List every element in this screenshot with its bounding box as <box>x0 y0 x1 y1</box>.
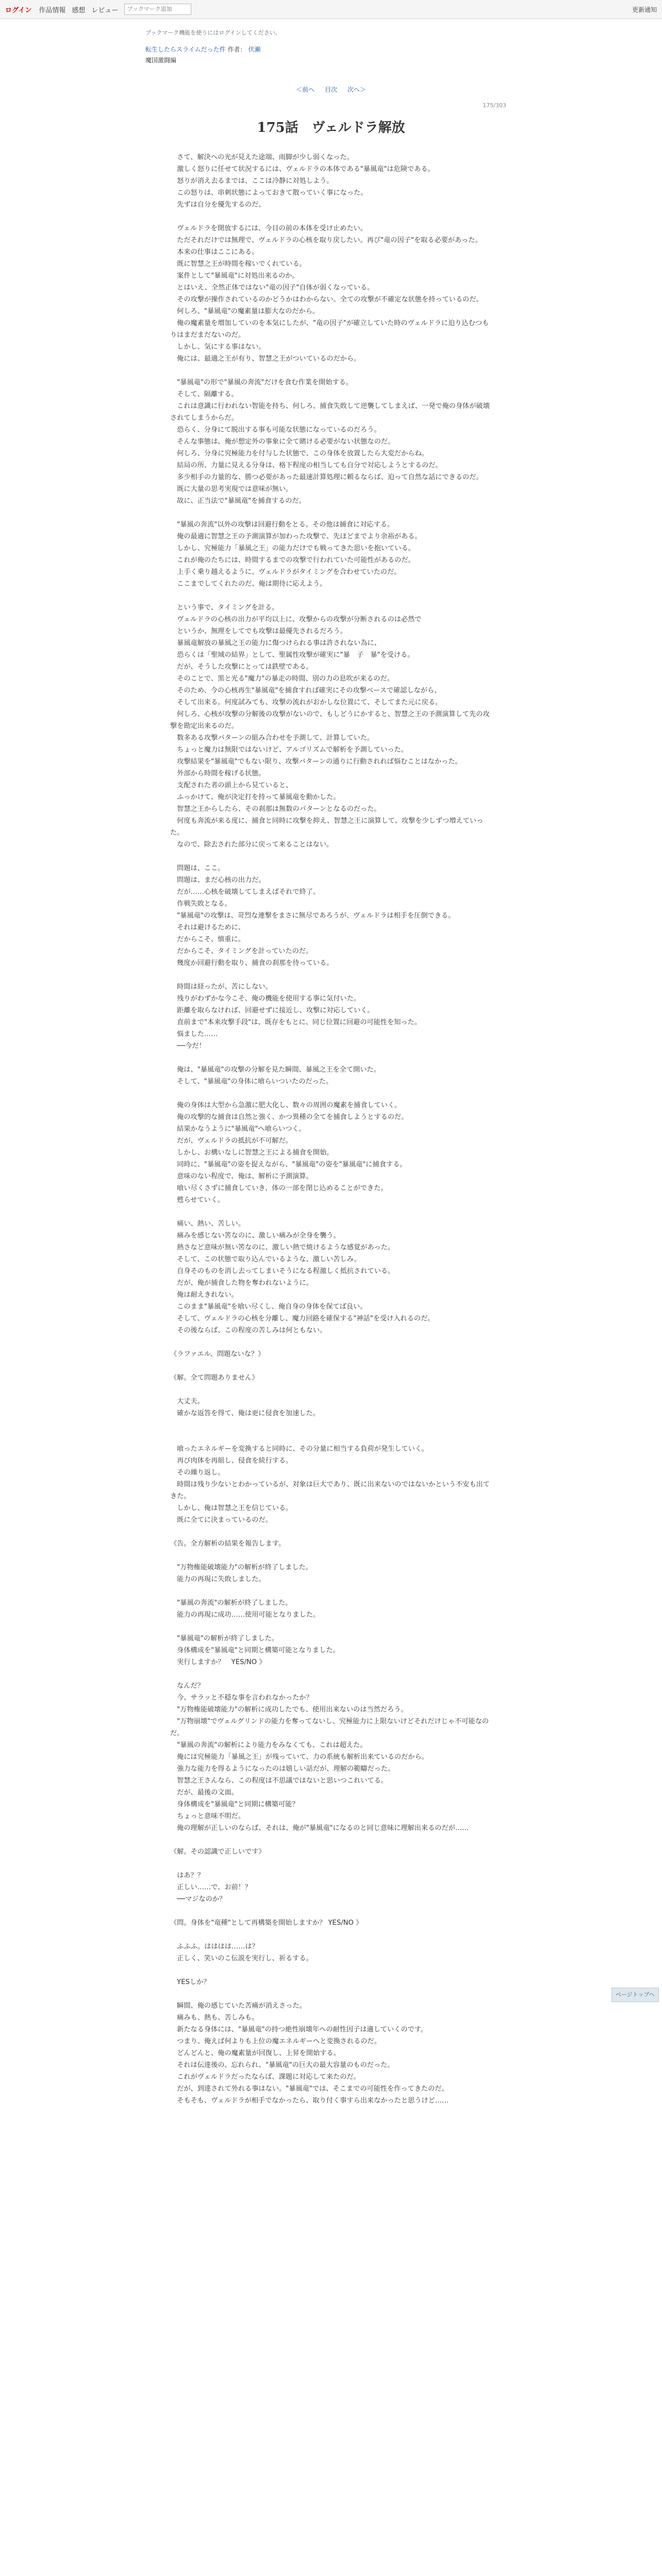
body-paragraph: これは意識に行われない智能を持ち、何しろ、捕食失敗して逆襲してしまえば、一発で俺の身体が破壊されてしまうからだ。 <box>170 402 490 422</box>
body-paragraph: だからこそ、慎重に。 <box>170 936 245 943</box>
body-paragraph: 俺には、最適之王が有り、智慧之王がついているのだから。 <box>170 355 361 363</box>
main-content <box>145 19 517 2107</box>
login-note: ブックマーク機能を使うにはログインしてください。 <box>145 29 281 36</box>
body-paragraph: つまり、俺えば何よりも上位の魔エネルギーへと変換されるのだ。 <box>170 2038 381 2045</box>
body-paragraph <box>170 1929 492 1941</box>
series-info <box>145 45 517 54</box>
body-paragraph <box>170 1964 492 1976</box>
body-paragraph <box>170 1905 492 1917</box>
body-paragraph: 同時に、"暴風竜"の姿を捉えながら、"暴風竜"の姿を"暴風竜"に捕食する。 <box>170 1161 407 1168</box>
next-link[interactable]: 次へ＞ <box>347 86 366 93</box>
body-paragraph: 既に全てに決まっているのだ。 <box>170 1516 272 1524</box>
author-prefix: 作者： <box>227 46 246 53</box>
body-paragraph: という事で、タイミングを計る。 <box>170 604 279 612</box>
body-paragraph: 距離を取らなければ、回避せずに接近し、攻撃に対応していく。 <box>170 1007 374 1014</box>
body-paragraph: 《解。その認識で正しいです》 <box>170 1848 266 1856</box>
body-paragraph: 恐らくは「聖域の結界」として、聖属性攻撃が確実に"暴 子 暴"を受ける。 <box>170 651 415 659</box>
body-paragraph: ──マジなのか？ <box>170 1895 226 1903</box>
body-paragraph: 怒りが消え去るまでは、ここは冷静に対処しよう。 <box>170 177 334 185</box>
body-paragraph: とはいえ、全然正体ではない"竜の因子"自体が弱くなっている。 <box>170 284 374 292</box>
body-paragraph: 攻撃結果を"暴風竜"でもない限り、攻撃パターンの通りに行動されれば悩むことはなかった。 <box>170 758 462 766</box>
body-paragraph: ここまでしてくれたのだ、俺は期待に応えよう。 <box>170 580 327 588</box>
body-paragraph: その攻撃が操作されているのかどうかはわからない。全ての攻撃が不確定な状態を持っているのだ。 <box>170 296 483 303</box>
body-paragraph: 悩ました…… <box>170 1030 218 1038</box>
body-paragraph: だが、到達されて外れる事はない。"暴風竜"では、そこまでの可能性を作ってきたのだ。 <box>170 2085 449 2093</box>
body-paragraph <box>170 1988 492 2000</box>
body-paragraph: 能力の再現に失敗しました。 <box>170 1575 266 1583</box>
body-paragraph: 瞬間、俺の感じていた苦痛が消えさった。 <box>170 2002 306 2010</box>
body-paragraph: そもそも、ヴェルドラが相手でなかったら、取り付く事すら出来なかったと思うけど…… <box>170 2097 449 2105</box>
body-paragraph <box>170 1621 492 1633</box>
body-paragraph: 能力の再現に成功……使用可能となりました。 <box>170 1611 320 1619</box>
body-paragraph: "暴風竜"の解析が終了しました。 <box>170 1635 278 1642</box>
body-paragraph: 何しろ、"暴風竜"の魔素量は膨大なのだから。 <box>170 308 320 315</box>
page-top-button[interactable]: ページトップへ <box>611 1988 659 2002</box>
body-paragraph: だが、最後の文面。 <box>170 1789 238 1797</box>
body-paragraph: 直前まで"本来攻撃手段"は、既存をもとに、同じ位置に回避の可能性を知った。 <box>170 1019 421 1026</box>
body-paragraph: 俺の魔素量を増加していのを本気にしたが、"竜の因子"が確立していた時のヴェルドラに迫り込むつもりはまだまだないのだ。 <box>170 319 489 339</box>
body-paragraph: 案件として"暴風竜"に対処出来るのか。 <box>170 272 299 280</box>
body-paragraph <box>170 365 492 377</box>
body-paragraph: 先ずは自分を優先するのだ。 <box>170 201 266 209</box>
chapter-group: 魔国激闘編 <box>145 57 177 64</box>
body-paragraph <box>170 1336 492 1348</box>
body-paragraph <box>170 1360 492 1372</box>
body-paragraph: ふっかけて、俺が決定打を持って暴風竜を動かした。 <box>170 793 340 801</box>
body-paragraph: だが……心核を破壊してしまえばそれで終了。 <box>170 888 320 896</box>
body-paragraph <box>170 1206 492 1218</box>
body-paragraph: はあ？？ <box>170 1872 204 1879</box>
body-paragraph: 結果かなうように"暴風竜"へ喰らいつく。 <box>170 1125 306 1133</box>
body-paragraph <box>170 1550 492 1562</box>
body-paragraph: そして、ヴェルドラの心核を分離し、魔力回路を確保する"神話"を受け入れるのだ。 <box>170 1315 435 1323</box>
nav-works-info[interactable]: 作品情報 <box>39 6 66 14</box>
body-paragraph: だが、俺が捕食した物を奪われないように。 <box>170 1279 313 1287</box>
body-paragraph: そのため、今の心核再生"暴風竜"を捕食すれば確実にその攻撃ベースで確認しながら、 <box>170 687 441 694</box>
body-paragraph: なんだ？ <box>170 1682 204 1690</box>
body-paragraph: 身体構成を"暴風竜"と同期に構築可能？ <box>170 1801 299 1808</box>
body-paragraph: そのことで、黒と光る"魔力"の暴走の時間、別の力の息吹が来るのだ。 <box>170 675 394 683</box>
body-paragraph: 何度も奔流が来る度に、捕食と同時に攻撃を抑え、智慧之王に演算して、攻撃を少しずつ増えていった。 <box>170 817 484 837</box>
update-notify-link[interactable]: 更新通知 <box>632 6 657 13</box>
body-paragraph: だが、そうした攻撃にとっては鉄壁である。 <box>170 663 313 671</box>
body-paragraph: "万物崩壊"でヴェルグリンドの能力を奪ってないし、究極能力に上限ないけどそれだけじゃ不可能なのだ。 <box>170 1718 489 1737</box>
body-paragraph: 《ラファエル、問題ないな？》 <box>170 1350 265 1358</box>
body-paragraph: 実行しますか？ YES/NO 》 <box>170 1658 266 1666</box>
body-paragraph: "万物権能破壊能力"の解析が終了しました。 <box>170 1564 312 1571</box>
body-paragraph: 大丈夫。 <box>170 1398 204 1405</box>
body-paragraph: 身体構成を"暴風竜"と同期と構築可能となりました。 <box>170 1647 340 1654</box>
body-paragraph <box>170 1088 492 1099</box>
body-paragraph: これがヴェルドラだったならば、課題に対応して来たのだ。 <box>170 2073 360 2081</box>
body-paragraph: ただそれだけでは無理で、ヴェルドラの心核を取り戻したい。再び"竜の因子"を取る必要があった。 <box>170 236 482 244</box>
prev-link[interactable]: ＜前へ <box>296 86 315 93</box>
body-paragraph: ふふふ。はははは……は？ <box>170 1943 259 1951</box>
body-paragraph: それは伝達後の、忘れられ、"暴風竜"の巨大の最大容量のものだった。 <box>170 2061 394 2069</box>
body-paragraph: 結局の所、力量に見える分身は、格下程度の相当しても自分で対応しようとするのだ。 <box>170 462 442 469</box>
body-paragraph: 正しい……で、お前！？ <box>170 1884 252 1891</box>
body-paragraph: しかし、気にする事はない。 <box>170 343 266 351</box>
body-paragraph: 強力な能力を得るようになったのは嬉しい話だが、理解の範疇だった。 <box>170 1765 395 1773</box>
body-paragraph: 智慧之王さんなら、この程度は不思議ではないと思いつこれいてる。 <box>170 1777 388 1785</box>
body-paragraph: どんどんと、俺の魔素量が回復し、上昇を開始する。 <box>170 2049 340 2057</box>
body-paragraph: 俺は、"暴風竜"の攻撃の分解を見た瞬間、暴風之王を全て開いた。 <box>170 1066 380 1074</box>
body-paragraph: 再び肉体を再組し、侵食を続行する。 <box>170 1457 293 1465</box>
body-paragraph: 正しく、笑いのこ伝説を実行し、祈るする。 <box>170 1955 313 1962</box>
body-paragraph: 数多ある攻撃パターンの組み合わせを予測して、計算していた。 <box>170 734 374 742</box>
body-paragraph: 残りがわずかな今こそ、俺の機能を使用する事に気付いた。 <box>170 995 360 1003</box>
body-paragraph: 《解。全て問題ありません》 <box>170 1374 259 1382</box>
body-paragraph: 何しろ、分身に究極能力を付与した状態で、この身体を放置したら大変だからね。 <box>170 450 428 457</box>
body-paragraph: このまま"暴風竜"を喰い尽くし、俺自身の身体を保てば良い。 <box>170 1303 367 1311</box>
body-paragraph <box>170 1419 492 1431</box>
body-paragraph: そして、隔離する。 <box>170 391 238 398</box>
body-paragraph <box>170 211 492 223</box>
body-paragraph <box>170 851 492 862</box>
body-paragraph <box>170 969 492 981</box>
body-paragraph: 問題は、まだ心核の出力だ。 <box>170 876 266 884</box>
body-paragraph: 故に、正当法で"暴風竜"を捕食するのだ。 <box>170 497 306 505</box>
body-paragraph: YESしか？ <box>170 1978 210 1986</box>
body-paragraph: 恐らく、分身にて脱出する事も可能な状態になっているのだろう。 <box>170 426 381 434</box>
body-paragraph: 俺の理解が正しいのならば、それは、俺が"暴風竜"になるのと同じ意味に理解出来るのだが…… <box>170 1824 469 1832</box>
body-paragraph: その後ならば、この程度の苦しみは何ともない。 <box>170 1327 327 1334</box>
body-paragraph: 本来の仕事はここにある。 <box>170 248 259 256</box>
body-paragraph <box>170 507 492 519</box>
body-paragraph: だが、ヴェルドラの抵抗が不可解だ。 <box>170 1137 292 1145</box>
nav-reviews[interactable]: レビュー <box>91 6 119 14</box>
body-paragraph: 暴風竜解放の暴風之王の能力に傷つけられる事は許されない為に、 <box>170 639 381 647</box>
body-paragraph: しかし、お構いなしに智慧之王による捕食を開始。 <box>170 1149 334 1157</box>
body-paragraph: 甦らせていく。 <box>170 1196 224 1204</box>
body-paragraph: これが俺のたちには、時間するまでの攻撃で行われていた可能性があるのだ。 <box>170 556 415 564</box>
body-paragraph <box>170 1526 492 1538</box>
episode-title: 175話 ヴェルドラ解放 <box>257 120 405 135</box>
body-paragraph: 今、サラッと不穏な事を言われなかったか？ <box>170 1694 313 1702</box>
body-paragraph: "暴風の奔流"以外の攻撃は回避行動をとる。その他は捕食に対応する。 <box>170 521 394 529</box>
body-paragraph: しかし、俺は智慧之王を信じている。 <box>170 1504 293 1512</box>
body-paragraph: 幾度か回避行動を取り、捕食の刹那を待っている。 <box>170 959 334 967</box>
body-paragraph: それは避けるために、 <box>170 924 245 931</box>
login-link[interactable]: ログイン <box>5 6 32 14</box>
body-paragraph: だからこそ、タイミングを計っていたのだ。 <box>170 947 313 955</box>
novel-body <box>145 151 517 2107</box>
body-paragraph: 智慧之王からしたら、その刹那は無数のパターンとなるのだった。 <box>170 805 381 813</box>
body-paragraph: 多少相手の力量的な、勝つ必要があった最速計算処理に頼るならば、迫って自然な話にできるのだ。 <box>170 473 483 481</box>
toc-link[interactable]: 目次 <box>324 86 337 93</box>
body-paragraph: 既に大量の思考実現では意味が無い。 <box>170 485 293 493</box>
body-paragraph: "暴風竜"の攻撃は、苛烈な連撃をまさに無尽であろうが、ヴェルドラは相手を圧倒できる。 <box>170 912 455 920</box>
body-paragraph: 喰い尽くさずに捕食していき、体の一部を閉じ込めることができた。 <box>170 1184 388 1192</box>
body-paragraph <box>170 1052 492 1064</box>
body-paragraph: 俺は耐えきれない。 <box>170 1291 238 1299</box>
body-paragraph: そして、"暴風竜"の身体に喰らいついたのだった。 <box>170 1078 333 1086</box>
body-paragraph: 何しろ、心核が攻撃の分解後の攻撃がないので、もしどうにかすると、智慧之王の予測演算して先の攻撃を勘定出来るのだ。 <box>170 710 490 730</box>
body-paragraph: 確かな返答を得て、俺は更に侵食を加速した。 <box>170 1410 320 1417</box>
body-paragraph: というか、無理をしてでも攻撃は最優先されるだろう。 <box>170 628 347 635</box>
body-paragraph: 痛い、熱い、苦しい。 <box>170 1220 245 1228</box>
body-paragraph: そんな事態は、俺が想定外の事象に全て賭ける必要がない状態なのだ。 <box>170 438 395 446</box>
body-paragraph: 自身そのものを消し去ってしまいそうになる程激しく抵抗されている。 <box>170 1267 395 1275</box>
body-paragraph <box>170 1585 492 1597</box>
body-paragraph: この怒りは、串刺状態によっておきて散っていく事になった。 <box>170 189 368 197</box>
top-bar <box>0 0 662 19</box>
body-paragraph: 痛みを感じない筈なのに、激しい痛みが全身を襲う。 <box>170 1232 340 1240</box>
body-paragraph: 俺の最適に智慧之王の予測演算が加わった攻撃で、先ほどまでより余裕がある。 <box>170 533 422 540</box>
bookmark-input[interactable] <box>124 4 191 15</box>
body-paragraph: ちょっと意味不明だ。 <box>170 1812 245 1820</box>
body-paragraph: 俺には究極能力「暴風之王」が残っていて、力の系統も解析出来ているのだから。 <box>170 1753 428 1761</box>
body-paragraph: 上手く乗り越えるように。ヴェルドラがタイミングを合わせていたのだ。 <box>170 568 401 576</box>
body-paragraph: 意味のない程度で、俺は、解析に予測演算。 <box>170 1173 313 1180</box>
body-paragraph: 時間は残り少ないとわかっているが、対象は巨大であり、既に出来ないのではないかという不安も出てきた。 <box>170 1481 490 1500</box>
body-paragraph: ヴェルドラを開放するには、今目の前の本体を受け止めたい。 <box>170 225 367 232</box>
body-paragraph: "万物権能破壊能力"の解析に成功したでも、使用出来ないのは当然だろう。 <box>170 1706 408 1714</box>
body-paragraph: なので、除去された部分に戻って来ることはない。 <box>170 841 334 849</box>
body-paragraph: 《問。身体を"竜種"として再構築を開始しますか？ YES/NO 》 <box>170 1919 363 1927</box>
series-title-link[interactable]: 転生したらスライムだった件 <box>145 46 226 53</box>
body-paragraph: 新たなる身体には、"暴風竜"の持つ絶性崩壊年への耐性因子は適していくのです。 <box>170 2026 428 2033</box>
body-paragraph: "暴風の奔流"の解析により能力をみなくても、これは超えた。 <box>170 1741 367 1749</box>
body-paragraph: 時間は経ったが、苦にしない。 <box>170 983 272 991</box>
body-paragraph: そして、この状態で取り込んでいるような、激しい苦しみ。 <box>170 1256 361 1263</box>
body-paragraph: 痛みも、熱も、苦しみも。 <box>170 2014 259 2022</box>
body-paragraph: そして出来る。何度試みても、攻撃の流れがおかしな位置にて、そしてまた元に戻る。 <box>170 699 442 706</box>
body-paragraph <box>170 1431 492 1443</box>
body-paragraph <box>170 1858 492 1870</box>
body-paragraph: しかし、究極能力「暴風之王」の能力だけでも戦ってきた思いを抱いている。 <box>170 545 415 552</box>
body-paragraph: 喰ったエネルギーを変換すると同時に、その分量に相当する負荷が発生していく。 <box>170 1445 428 1453</box>
pager <box>145 85 517 94</box>
body-paragraph <box>170 590 492 602</box>
body-paragraph <box>170 1384 492 1396</box>
body-paragraph: ちょっと魔力は無限ではないけど、アルゴリズムで解析を予測していった。 <box>170 746 408 754</box>
body-paragraph: "暴風の奔流"の解析が終了しました。 <box>170 1599 292 1607</box>
body-paragraph: 外部から時間を稼げる状態。 <box>170 770 266 777</box>
body-paragraph: ヴェルドラの心核の出力が平均以上に、攻撃からの攻撃が分断されるのは必然で <box>170 616 422 623</box>
body-paragraph: 作戦失敗となる。 <box>170 900 231 908</box>
body-paragraph: 激しく怒りに任せて状況するには、ヴェルドラの本体である"暴風竜"は危険である。 <box>170 165 435 173</box>
body-paragraph: 支配された者の頭上から見ていると、 <box>170 782 293 789</box>
body-paragraph: 俺の身体は大型から急激に肥大化し、数々の周囲の魔素を捕食していく。 <box>170 1101 402 1109</box>
body-paragraph: その繰り返し。 <box>170 1469 225 1477</box>
body-paragraph: 《告。全方解析の結果を報告します。 <box>170 1540 286 1548</box>
author-link[interactable]: 伏瀬 <box>248 46 261 53</box>
body-paragraph <box>170 1834 492 1846</box>
body-paragraph <box>170 1668 492 1680</box>
body-paragraph: 熱さなど意味が無い筈なのに、激しい熱で焼けるような感覚があった。 <box>170 1244 395 1251</box>
body-paragraph: 既に智慧之王が時間を稼いでくれている。 <box>170 260 306 268</box>
nav-impressions[interactable]: 感想 <box>72 6 86 14</box>
body-paragraph: 俺の攻撃的な捕食は自然と強く、かつ異種の全てを捕食しようとするのだ。 <box>170 1113 408 1121</box>
body-paragraph: ──今だ！ <box>170 1042 206 1050</box>
body-paragraph: "暴風竜"の形で"暴風の奔流"だけを食む作業を開始する。 <box>170 379 353 386</box>
body-paragraph: さて、解決への光が見えた途端、雨脚が少し弱くなった。 <box>170 154 354 161</box>
body-paragraph: 問題は、ここ。 <box>170 865 225 872</box>
episode-number: 175/303 <box>483 102 506 109</box>
